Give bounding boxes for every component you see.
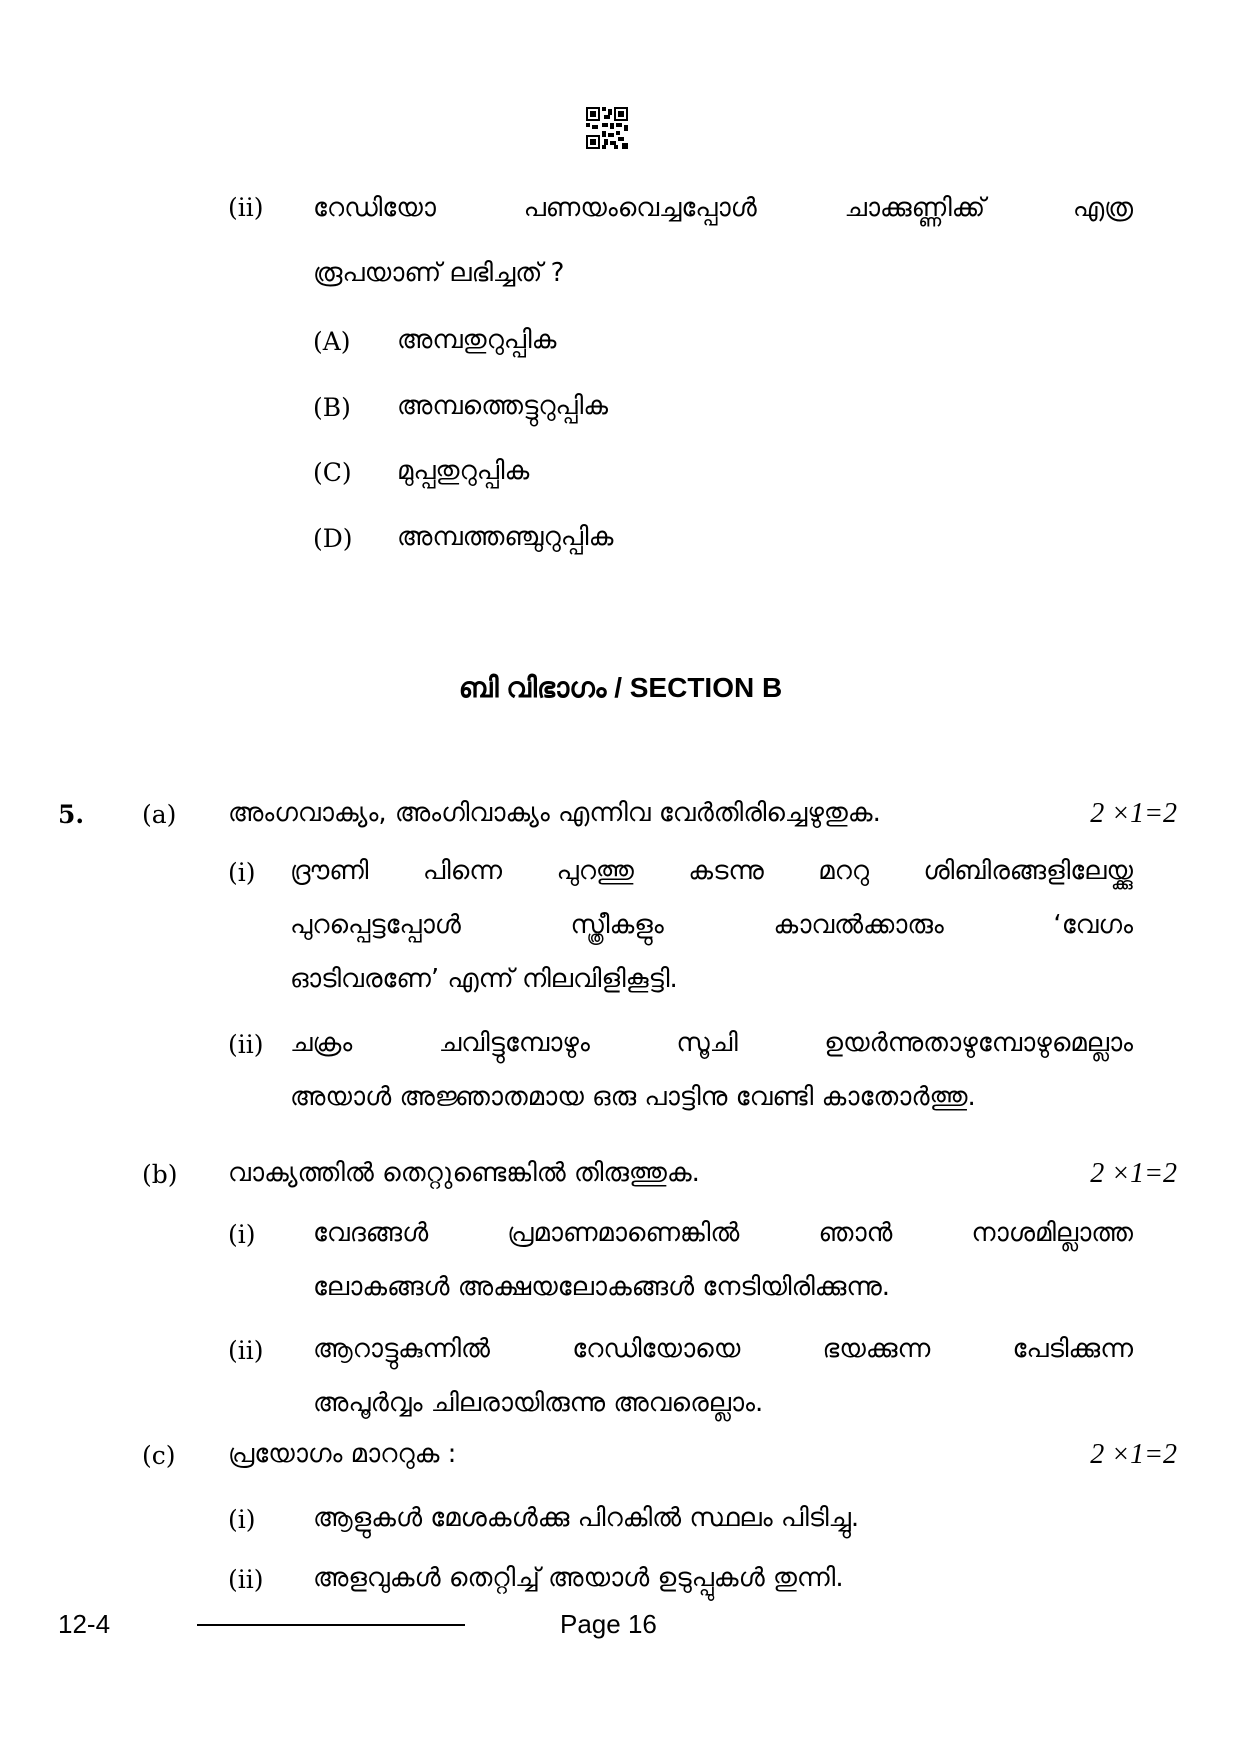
subquestion-label: (c) bbox=[142, 1441, 176, 1470]
marks-label: 2 ×1=2 bbox=[1090, 798, 1177, 829]
option-text: മുപ്പതുറുപ്പിക bbox=[397, 456, 530, 486]
item-line: ദ്രൗണി പിന്നെ പുറത്തു കടന്നു മററു ശിബിരങ്ങളിലേയ്ക്കു bbox=[290, 856, 1133, 886]
item-label: (ii) bbox=[228, 1030, 264, 1059]
page-number: Page 16 bbox=[560, 1609, 657, 1639]
item-line: ചക്രം ചവിട്ടുമ്പോഴും സൂചി ഉയർന്നുതാഴുമ്പോഴുമെല്ലാം bbox=[290, 1028, 1133, 1058]
option-text: അമ്പത്തഞ്ചുറുപ്പിക bbox=[397, 522, 614, 552]
item-line: പുറപ്പെട്ടപ്പോൾ സ്ത്രീകളും കാവൽക്കാരും ‘വേഗം bbox=[290, 910, 1133, 940]
question-word: റേഡിയോ bbox=[313, 193, 436, 223]
subquestion-text: പ്രയോഗം മാററുക : bbox=[228, 1439, 457, 1469]
subquestion-text: അംഗവാക്യം, അംഗിവാക്യം എന്നിവ വേർതിരിച്ചെഴുതുക. bbox=[228, 798, 881, 828]
item-line: അളവുകൾ തെറ്റിച്ച് അയാൾ ഉടുപ്പുകൾ തുന്നി. bbox=[313, 1563, 844, 1593]
marks-label: 2 ×1=2 bbox=[1090, 1439, 1177, 1470]
option-text: അമ്പതുറുപ്പിക bbox=[397, 325, 557, 355]
question-line: രൂപയാണ് ലഭിച്ചത് ? bbox=[313, 258, 565, 288]
item-label: (i) bbox=[228, 1220, 256, 1249]
item-label: (i) bbox=[228, 1505, 256, 1534]
option-label: (D) bbox=[313, 524, 353, 553]
item-line: ആറാട്ടുകുന്നിൽ റേഡിയോയെ ഭയക്കുന്ന പേടിക്കുന്ന bbox=[313, 1334, 1133, 1364]
footer-rule bbox=[197, 1624, 465, 1626]
question-word: പണയംവെച്ചപ്പോൾ bbox=[523, 193, 757, 223]
item-line: അയാൾ അജ്ഞാതമായ ഒരു പാട്ടിനു വേണ്ടി കാതോർത്തു. bbox=[290, 1082, 976, 1112]
qr-code-icon bbox=[586, 107, 628, 149]
item-line: അപൂർവ്വം ചിലരായിരുന്നു അവരെല്ലാം. bbox=[313, 1388, 764, 1418]
question-part-number: (ii) bbox=[228, 193, 264, 222]
question-word: എത്ര bbox=[1072, 193, 1133, 223]
option-label: (A) bbox=[313, 327, 351, 356]
paper-code: 12-4 bbox=[58, 1609, 111, 1639]
item-line: ലോകങ്ങൾ അക്ഷയലോകങ്ങൾ നേടിയിരിക്കുന്നു. bbox=[313, 1272, 891, 1302]
option-label: (B) bbox=[313, 393, 351, 422]
item-line: വേദങ്ങൾ പ്രമാണമാണെങ്കിൽ ഞാൻ നാശമില്ലാത്ത bbox=[313, 1218, 1133, 1248]
question-line bbox=[313, 193, 1133, 224]
option-text: അമ്പത്തെട്ടുറുപ്പിക bbox=[397, 391, 609, 421]
section-title: ബി വിഭാഗം / SECTION B bbox=[458, 672, 783, 703]
item-label: (ii) bbox=[228, 1336, 264, 1365]
subquestion-label: (b) bbox=[142, 1160, 178, 1189]
subquestion-label: (a) bbox=[142, 800, 177, 829]
marks-label: 2 ×1=2 bbox=[1090, 1158, 1177, 1189]
question-word: ചാക്കുണ്ണിക്ക് bbox=[844, 193, 986, 223]
item-line: ഓടിവരണേ’ എന്ന് നിലവിളികൂട്ടി. bbox=[290, 964, 678, 994]
subquestion-text: വാക്യത്തിൽ തെറ്റുണ്ടെങ്കിൽ തിരുത്തുക. bbox=[228, 1158, 700, 1188]
item-label: (ii) bbox=[228, 1565, 264, 1594]
item-line: ആളുകൾ മേശകൾക്കു പിറകിൽ സ്ഥലം പിടിച്ചു. bbox=[313, 1503, 860, 1533]
question-number: 5. bbox=[58, 800, 85, 829]
item-label: (i) bbox=[228, 858, 256, 887]
option-label: (C) bbox=[313, 458, 352, 487]
